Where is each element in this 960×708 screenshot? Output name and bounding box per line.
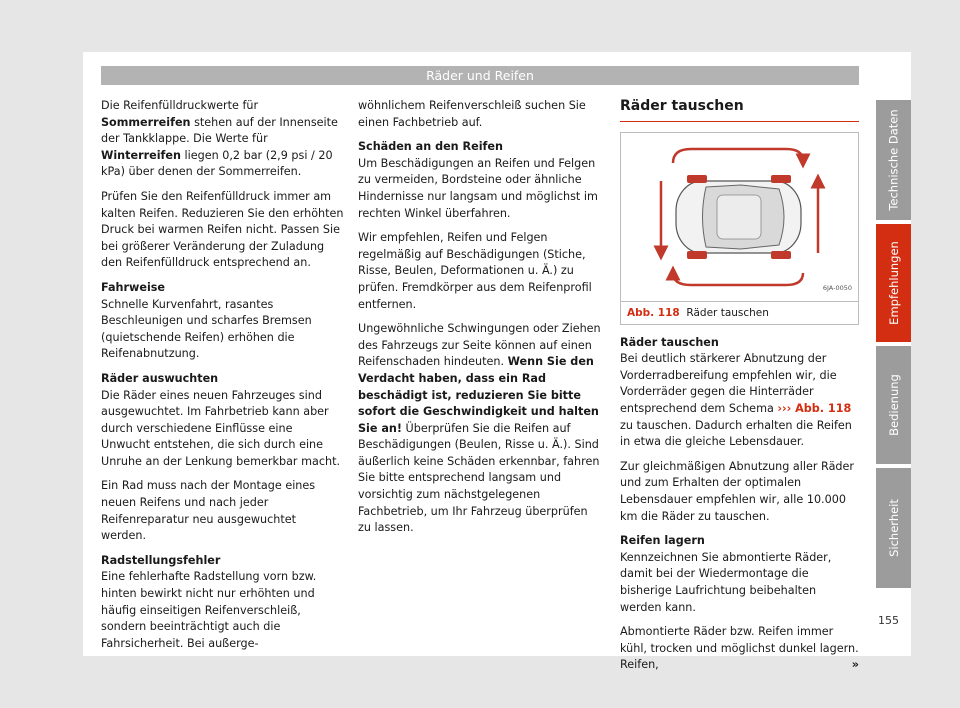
subheading-schaeden: Schäden an den Reifen — [358, 140, 503, 154]
paragraph: Zur gleichmäßigen Abnutzung aller Räder und zum Erhalten der optimalen Lebensdauer empfehlen wir, alle 10.000 km die Räder zu tauschen. — [620, 459, 855, 523]
subheading-fahrweise: Fahrweise — [101, 280, 166, 294]
caption-label: Abb. 118 — [627, 306, 680, 319]
page-number: 155 — [878, 614, 899, 627]
tab-label: Empfehlungen — [886, 241, 901, 325]
paragraph: Eine fehlerhafte Radstellung vorn bzw. hinten bewirkt nicht nur erhöhten und häufig einseitigen Reifenverschleiß, sondern beeinträchtigt auch die Fahrsicherheit. Bei außerge- — [101, 570, 317, 650]
column-3 — [620, 98, 859, 682]
tab-technische-daten[interactable] — [876, 100, 911, 220]
column-1 — [101, 98, 344, 660]
tab-bedienung[interactable] — [876, 346, 911, 464]
text: Bei deutlich stärkerer Abnutzung der Vorderradbereifung empfehlen wir, die Vorderräder gegen die Hinterräder entsprechend dem Schema — [620, 352, 837, 415]
text: zu tauschen. Dadurch erhalten die Reifen in etwa die gleiche Lebensdauer. — [620, 418, 852, 449]
paragraph: Die Räder eines neuen Fahrzeuges sind ausgewuchtet. Im Fahrbetrieb kann aber durch verschiedene Einflüsse eine Unwucht entstehen, die sich durch eine Unruhe an der Lenkung bemerkbar macht. — [101, 388, 341, 468]
chapter-tabs — [876, 100, 911, 590]
text-bold: Winterreifen — [101, 148, 181, 162]
text: stehen auf der Innenseite der Tankklappe. Die Werte für — [101, 115, 338, 146]
paragraph: Wir empfehlen, Reifen und Felgen regelmäßig auf Beschädigungen (Stiche, Risse, Beulen, Deformationen u. Ä.) zu prüfen. Fremdkörper aus dem Reifenprofil entfernen. — [358, 231, 592, 311]
text: Die Reifenfülldruckwerte für — [101, 99, 259, 112]
subheading-radstellungsfehler: Radstellungsfehler — [101, 553, 221, 567]
text: Ungewöhnliche Schwingungen oder Ziehen des Fahrzeugs zur Seite können auf einen Reifenschaden hindeuten. — [358, 322, 601, 369]
figure-id: 6JA-0050 — [822, 284, 852, 292]
tab-label: Sicherheit — [886, 499, 901, 557]
figure-tire-rotation — [620, 132, 859, 302]
tab-sicherheit[interactable] — [876, 468, 911, 588]
arrow-top — [673, 149, 803, 163]
paragraph — [620, 351, 859, 451]
paragraph — [358, 321, 601, 537]
tab-label: Technische Daten — [886, 109, 901, 211]
tab-label: Bedienung — [886, 374, 901, 436]
paragraph: Kennzeichnen Sie abmontierte Räder, damit bei der Wiedermontage die bisherige Laufrichtung beibehalten werden kann. — [620, 550, 832, 614]
text: Überprüfen Sie die Reifen auf Beschädigungen (Beulen, Risse u. Ä.). Sind äußerlich keine Schäden erkennbar, fahren Sie bitte entsprechend langsam und vorsichtig zum nächstgelegenen Fachbetrieb, um Ihr Fahrzeug überprüfen zu lassen. — [358, 421, 600, 535]
paragraph: wöhnlichem Reifenverschleiß suchen Sie einen Fachbetrieb auf. — [358, 99, 586, 129]
paragraph: Schnelle Kurvenfahrt, rasantes Beschleunigen und scharfes Bremsen (quietschende Reifen) erhöhen die Reifenabnutzung. — [101, 297, 312, 361]
paragraph: Ein Rad muss nach der Montage eines neuen Reifens und nach jeder Reifenreparatur neu ausgewuchtet werden. — [101, 479, 316, 543]
paragraph: Prüfen Sie den Reifenfülldruck immer am kalten Reifen. Reduzieren Sie den erhöhten Druck bei warmen Reifen nicht. Passen Sie bei größerer Veränderung der Zuladung den Reifenfülldruck entsprechend an. — [101, 189, 344, 270]
section-title: Räder tauschen — [620, 98, 859, 122]
tab-empfehlungen[interactable] — [876, 224, 911, 342]
figure-reference-link[interactable]: ››› Abb. 118 — [777, 401, 852, 415]
text: Abmontierte Räder bzw. Reifen immer kühl, trocken und möglichst dunkel lagern. Reifen, — [620, 625, 859, 672]
car-top-view-diagram — [621, 133, 858, 301]
text-bold: Sommerreifen — [101, 115, 191, 129]
running-header: Räder und Reifen — [101, 66, 859, 85]
subheading-raeder-tauschen: Räder tauschen — [620, 335, 719, 349]
arrow-bottom — [673, 273, 803, 285]
continue-arrow-icon: » — [851, 658, 859, 672]
subheading-raeder-auswuchten: Räder auswuchten — [101, 371, 219, 385]
caption-text: Räder tauschen — [686, 306, 769, 319]
paragraph: Um Beschädigungen an Reifen und Felgen zu vermeiden, Bordsteine oder ähnliche Hindernisse nur langsam und möglichst im rechten Winkel überfahren. — [358, 156, 598, 220]
figure-caption — [620, 302, 859, 325]
subheading-reifen-lagern: Reifen lagern — [620, 534, 705, 548]
column-2 — [358, 98, 601, 545]
paragraph — [620, 624, 859, 674]
paragraph — [101, 98, 344, 181]
warning-text: Wenn Sie den Verdacht haben, dass ein Rad beschädigt ist, reduzieren Sie bitte sofort die Geschwindigkeit und halten Sie an! — [358, 355, 599, 435]
text: liegen 0,2 bar (2,9 psi / 20 kPa) über denen der Sommerreifen. — [101, 148, 333, 179]
